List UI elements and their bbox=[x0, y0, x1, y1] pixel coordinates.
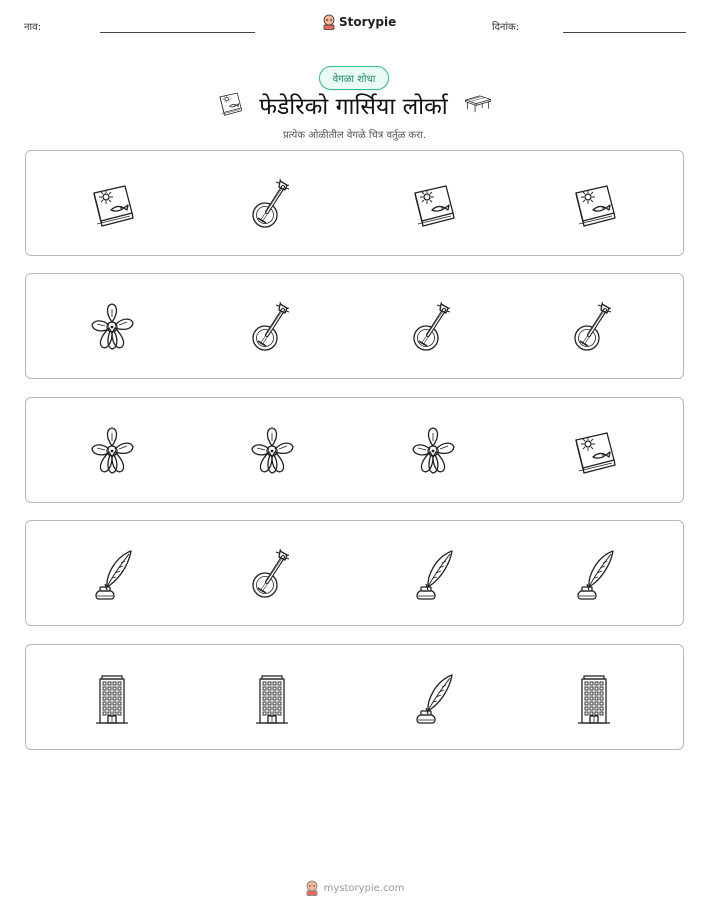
quill-icon[interactable] bbox=[406, 671, 460, 725]
flower-icon[interactable] bbox=[85, 300, 139, 354]
title-book-icon bbox=[215, 88, 245, 122]
footer bbox=[0, 880, 709, 896]
page-title: फेडेरिको गार्सिया लोर्का bbox=[259, 94, 448, 120]
title-table-icon bbox=[462, 87, 494, 123]
banjo-icon[interactable] bbox=[245, 177, 299, 231]
book-icon[interactable] bbox=[567, 177, 621, 231]
name-label: नाव: bbox=[24, 22, 42, 33]
storypie-mascot-icon bbox=[305, 880, 319, 896]
book-icon bbox=[215, 88, 245, 118]
title-row bbox=[0, 88, 709, 122]
instructions: प्रत्येक ओळीतील वेगळे चित्र वर्तुळ करा. bbox=[282, 130, 427, 141]
flower-icon[interactable] bbox=[245, 424, 299, 478]
flower-icon[interactable] bbox=[406, 424, 460, 478]
flower-icon[interactable] bbox=[85, 424, 139, 478]
date-label: दिनांक: bbox=[492, 22, 520, 33]
exercise-row-1 bbox=[25, 150, 684, 256]
find-different-badge: वेगळा शोधा bbox=[319, 66, 389, 90]
brand-logo bbox=[322, 14, 396, 30]
book-icon[interactable] bbox=[85, 177, 139, 231]
building-icon[interactable] bbox=[85, 671, 139, 725]
exercise-row-5 bbox=[25, 644, 684, 750]
name-line[interactable] bbox=[100, 32, 255, 33]
quill-icon[interactable] bbox=[567, 547, 621, 601]
building-icon[interactable] bbox=[245, 671, 299, 725]
banjo-icon[interactable] bbox=[245, 547, 299, 601]
storypie-mascot-icon bbox=[322, 14, 336, 30]
book-icon[interactable] bbox=[406, 177, 460, 231]
banjo-icon[interactable] bbox=[567, 300, 621, 354]
book-icon[interactable] bbox=[567, 424, 621, 478]
table-icon bbox=[462, 87, 494, 119]
exercise-row-3 bbox=[25, 397, 684, 503]
banjo-icon[interactable] bbox=[245, 300, 299, 354]
quill-icon[interactable] bbox=[85, 547, 139, 601]
exercise-row-4 bbox=[25, 520, 684, 626]
quill-icon[interactable] bbox=[406, 547, 460, 601]
exercise-row-2 bbox=[25, 273, 684, 379]
building-icon[interactable] bbox=[567, 671, 621, 725]
brand-name: Storypie bbox=[339, 15, 397, 29]
footer-url[interactable]: mystorypie.com bbox=[323, 882, 405, 894]
date-line[interactable] bbox=[563, 32, 686, 33]
banjo-icon[interactable] bbox=[406, 300, 460, 354]
